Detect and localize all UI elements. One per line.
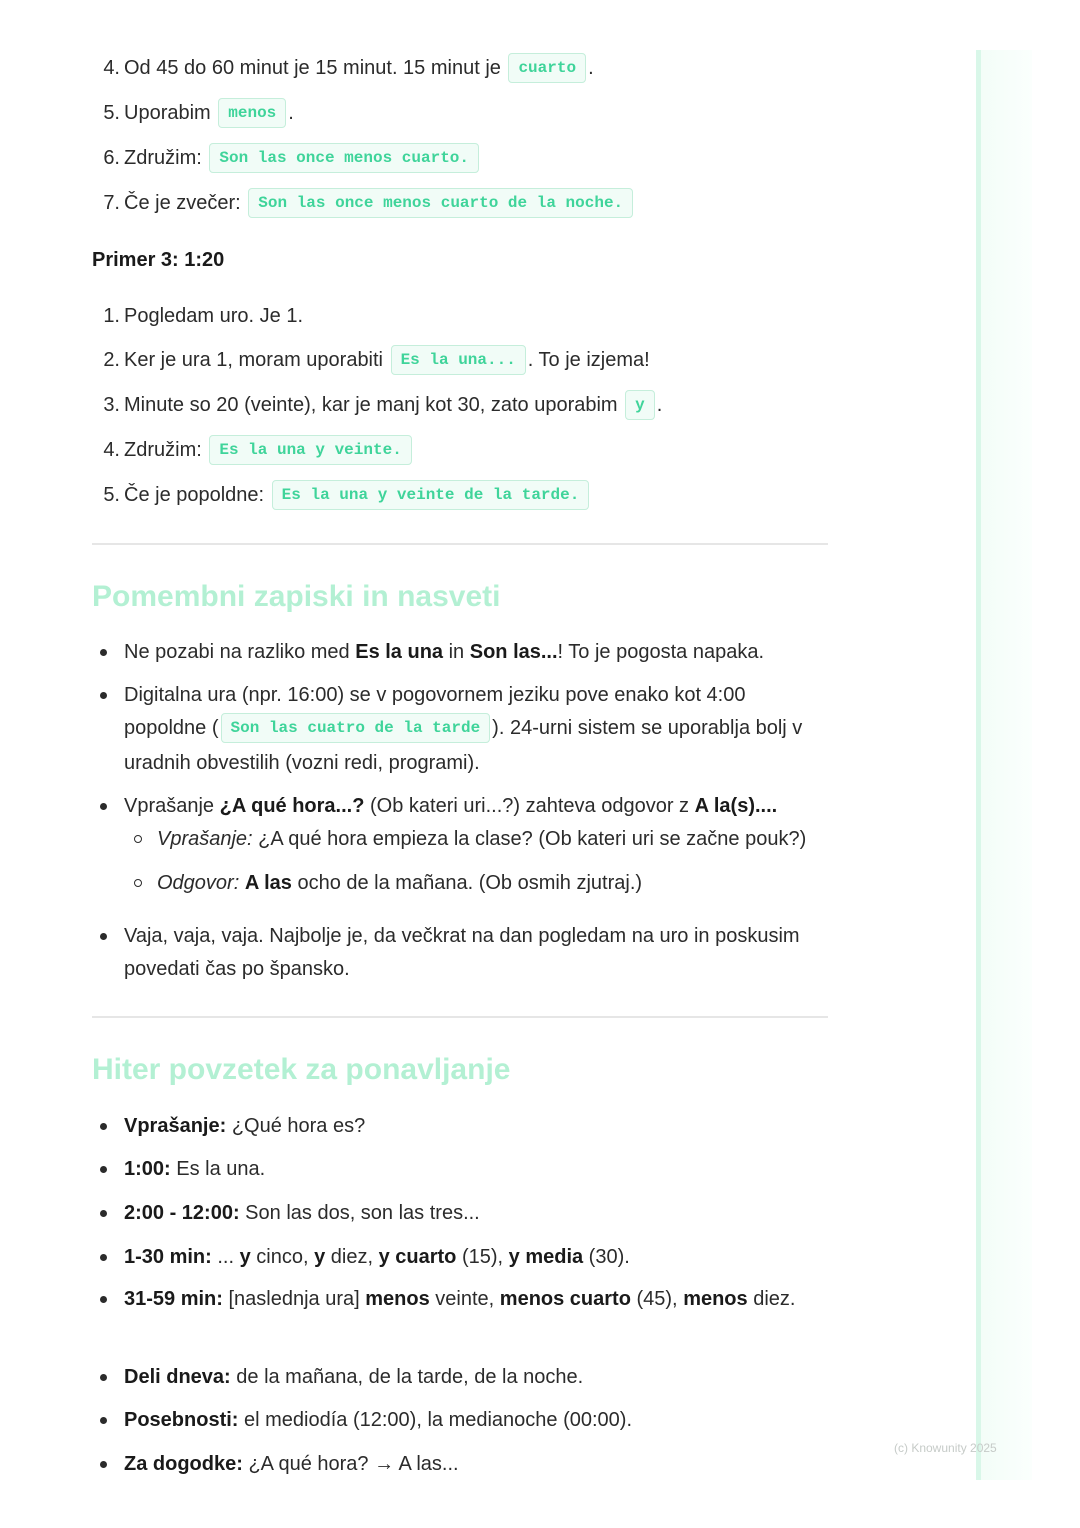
bullet-icon [100, 1417, 107, 1424]
code-snippet: Es la una y veinte de la tarde. [272, 480, 590, 510]
divider [92, 543, 828, 545]
bullet-icon [100, 1461, 107, 1468]
heading-notes: Pomembni zapiski in nasveti [92, 580, 501, 613]
code-snippet: y [625, 390, 655, 420]
bullet-icon [100, 1210, 107, 1217]
bullet-icon [100, 1123, 107, 1130]
code-snippet: Es la una... [391, 345, 526, 375]
bullet-icon [100, 649, 107, 656]
code-snippet: Son las cuatro de la tarde [221, 713, 491, 743]
code-snippet: cuarto [508, 53, 586, 83]
circle-bullet-icon [134, 879, 142, 887]
circle-bullet-icon [134, 835, 142, 843]
bullet-icon [100, 1166, 107, 1173]
subheading-primer-3: Primer 3: 1:20 [92, 249, 225, 271]
heading-summary: Hiter povzetek za ponavljanje [92, 1053, 511, 1086]
watermark: (c) Knowunity 2025 [894, 1441, 997, 1455]
code-snippet: menos [218, 98, 286, 128]
bullet-icon [100, 1296, 107, 1303]
bullet-icon [100, 1254, 107, 1261]
bullet-icon [100, 803, 107, 810]
sidebar-decoration [976, 50, 1032, 1480]
code-snippet: Es la una y veinte. [209, 435, 411, 465]
code-snippet: Son las once menos cuarto. [209, 143, 479, 173]
bullet-icon [100, 692, 107, 699]
divider [92, 1016, 828, 1018]
bullet-icon [100, 1374, 107, 1381]
code-snippet: Son las once menos cuarto de la noche. [248, 188, 633, 218]
bullet-icon [100, 933, 107, 940]
